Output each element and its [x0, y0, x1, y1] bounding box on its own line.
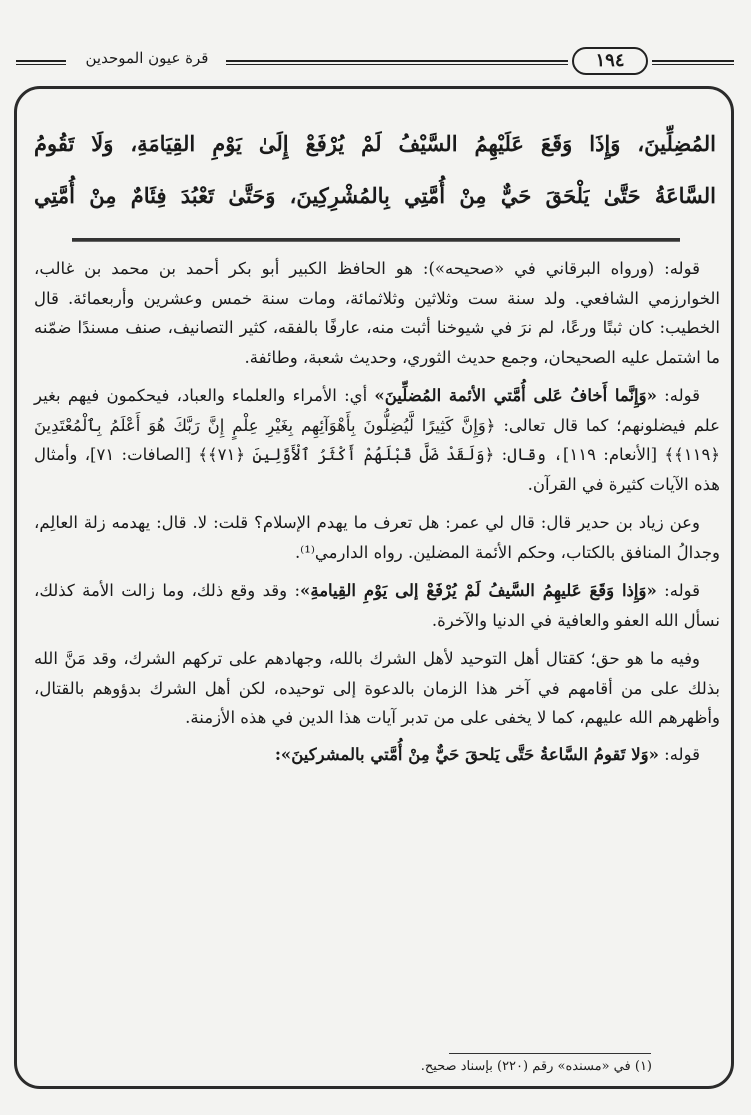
lead: قوله:: [656, 581, 701, 600]
paragraph-barqani: قوله: (ورواه البرقاني في «صحيحه»): هو الحافظ الكبير أبو بكر أحمد بن محمد بن غالب، الخوارزمي الشافعي. ولد سنة ست وثلاثين وثلاثمائة، ومات سنة خمس وعشرين وأربعمائة. قال الخطيب: كان ثبتًا ورعًا، لم نرَ في شيوخنا أثبت منه، عارفًا بالفقه، كثير التصانيف، صنف مسندًا ضمّنه ما اشتمل عليه الصحيحان، وجمع حديث الثوري، وحديث شعبة، وطائفة.: [34, 259, 720, 367]
page-number: ١٩٤: [572, 47, 648, 75]
commentary: [34, 254, 720, 778]
paragraph-tawhid: وفيه ما هو حق؛ كقتال أهل التوحيد لأهل الشرك بالله، وجهادهم على تركهم الشرك، وقد مَنَّ الله بذلك على من أقامهم في آخر هذا الزمان بالدعوة إلى توحيده، لكن أهل الشرك بدؤوهم بالقتال، وأظهرهم الله عليهم، كما لا يخفى على من تدبر آيات هذا الدين في هذه الأزمنة.: [34, 649, 720, 727]
hadith-line: السَّاعَةُ حَتَّىٰ يَلْحَقَ حَيٌّ مِنْ أُمَّتِي بِالمُشْرِكِينَ، وَحَتَّىٰ تَعْبُدَ فِئَامٌ مِنْ أُمَّتِي: [34, 183, 716, 208]
lead: قوله:: [658, 744, 700, 764]
hadith-line: المُضِلِّينَ، وَإِذَا وَقَعَ عَلَيْهِمُ السَّيْفُ لَمْ يُرْفَعْ إِلَىٰ يَوْمِ القِيَامَةِ، وَلَا تَقُومُ: [34, 131, 716, 156]
running-title: قرة عيون الموحدين: [85, 49, 209, 67]
paragraph-sword: [34, 576, 720, 635]
paragraph-text: : وقد وقع ذلك، وما زالت الأمة كذلك، نسأل الله العفو والعافية في الدنيا والآخرة.: [34, 581, 720, 630]
lead: قوله:: [656, 386, 701, 405]
header-rule-right: [652, 60, 734, 65]
header-rule-middle: [226, 60, 568, 65]
paragraph-text: أي: الأمراء والعلماء والعباد، فيحكمون فيهم بغير علم فيضلونهم؛ كما قال تعالى: ﴿وَإِنَّ كَثِيرًا لَّيُضِلُّونَ بِأَهْوَآئِهِم بِغَيْرِ عِلْمٍ إِنَّ رَبَّكَ هُوَ أَعْلَمُ بِٱلْمُعْتَدِينَ ﴿١١٩﴾﴾ [الأنعام: ١١٩]، وقال: ﴿وَلَقَدْ ضَلَّ قَبْلَهُمْ أَكْثَرُ ٱلْأَوَّلِينَ ﴿٧١﴾﴾ [الصافات: ٧١]، وأمثال هذه الآيات كثيرة في القرآن.: [34, 386, 720, 494]
hadith-text: [34, 118, 716, 222]
paragraph-ziyad: وعن زياد بن حدير قال: قال لي عمر: هل تعرف ما يهدم الإسلام؟ قلت: لا. قال: يهدمه زلة العالِم، وجدالُ المنافق بالكتاب، وحكم الأئمة المضلين. رواه الدارمي⁽¹⁾.: [34, 513, 720, 562]
hadith-quote: «وَإِنَّما أَخافُ عَلى أُمَّتي الأئمة المُضلِّينَ»: [374, 386, 657, 405]
paragraph-hour: [34, 740, 720, 770]
header-rule-left: [16, 60, 66, 65]
hadith-quote: «وَلا تَقومُ السَّاعةُ حَتَّى يَلحقَ حَيٌّ مِنْ أُمَّتي بالمشركينَ»:: [274, 744, 659, 764]
hadith-quote: «وَإِذا وَقَعَ عَليهِمُ السَّيفُ لَمْ يُرْفَعْ إلى يَوْمِ القِيامةِ»: [300, 581, 657, 600]
paragraph-misguiding-imams: [34, 381, 720, 499]
section-divider: [72, 238, 680, 242]
footnote: (١) في «مسنده» رقم (٢٢٠) بإسناد صحيح.: [420, 1059, 652, 1074]
footnote-rule: [449, 1053, 651, 1054]
